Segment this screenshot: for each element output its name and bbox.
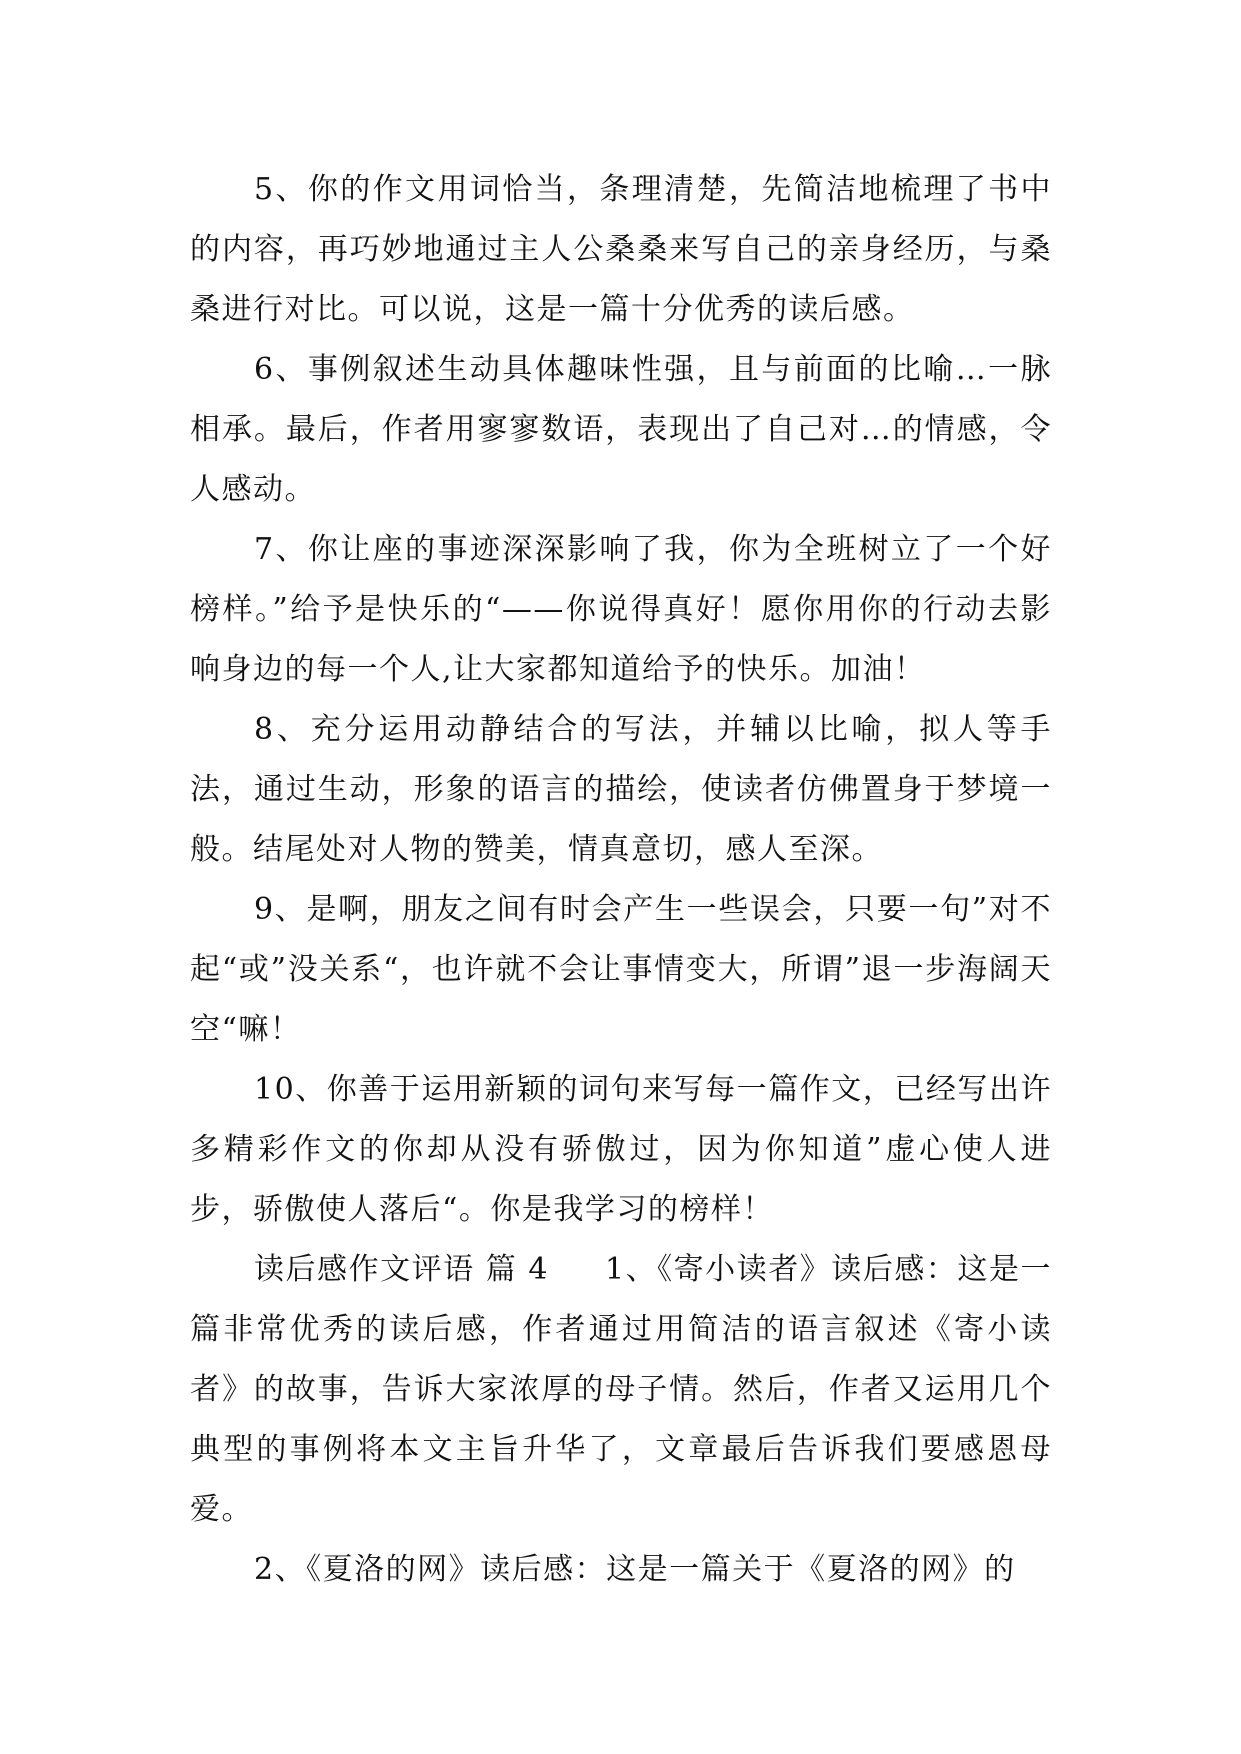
comment-paragraph-7: 7、你让座的事迹深深影响了我，你为全班树立了一个好榜样。”给予是快乐的“——你说得真好！愿你用你的行动去影响身边的每一个人,让大家都知道给予的快乐。加油！ (190, 532, 1052, 687)
section-paragraph (190, 1240, 1052, 1540)
comment-paragraph-5: 5、你的作文用词恰当，条理清楚，先简洁地梳理了书中的内容，再巧妙地通过主人公桑桑来写自己的亲身经历，与桑桑进行对比。可以说，这是一篇十分优秀的读后感。 (190, 172, 1052, 327)
comment-paragraph-10: 10、你善于运用新颖的词句来写每一篇作文，已经写出许多精彩作文的你却从没有骄傲过，因为你知道”虚心使人进步，骄傲使人落后“。你是我学习的榜样！ (190, 1072, 1052, 1227)
comment-paragraph-6: 6、事例叙述生动具体趣味性强，且与前面的比喻…一脉相承。最后，作者用寥寥数语，表现出了自己对…的情感，令人感动。 (190, 352, 1052, 507)
section-first-comment: 1、《寄小读者》读后感：这是一篇非常优秀的读后感，作者通过用简洁的语言叙述《寄小读者》的故事，告诉大家浓厚的母子情。然后，作者又运用几个典型的事例将本文主旨升华了，文章最后告诉我们要感恩母爱。 (190, 1252, 1052, 1527)
comment-paragraph-8: 8、充分运用动静结合的写法，并辅以比喻，拟人等手法，通过生动，形象的语言的描绘，使读者仿佛置身于梦境一般。结尾处对人物的赞美，情真意切，感人至深。 (190, 712, 1052, 867)
comment-paragraph-last: 2、《夏洛的网》读后感：这是一篇关于《夏洛的网》的 (254, 1552, 1016, 1587)
document-body (190, 160, 1052, 1600)
section-heading: 读后感作文评语 篇 4 (254, 1252, 549, 1287)
comment-paragraph-9: 9、是啊，朋友之间有时会产生一些误会，只要一句”对不起“或”没关系“，也许就不会让事情变大，所谓”退一步海阔天空“嘛！ (190, 892, 1052, 1047)
